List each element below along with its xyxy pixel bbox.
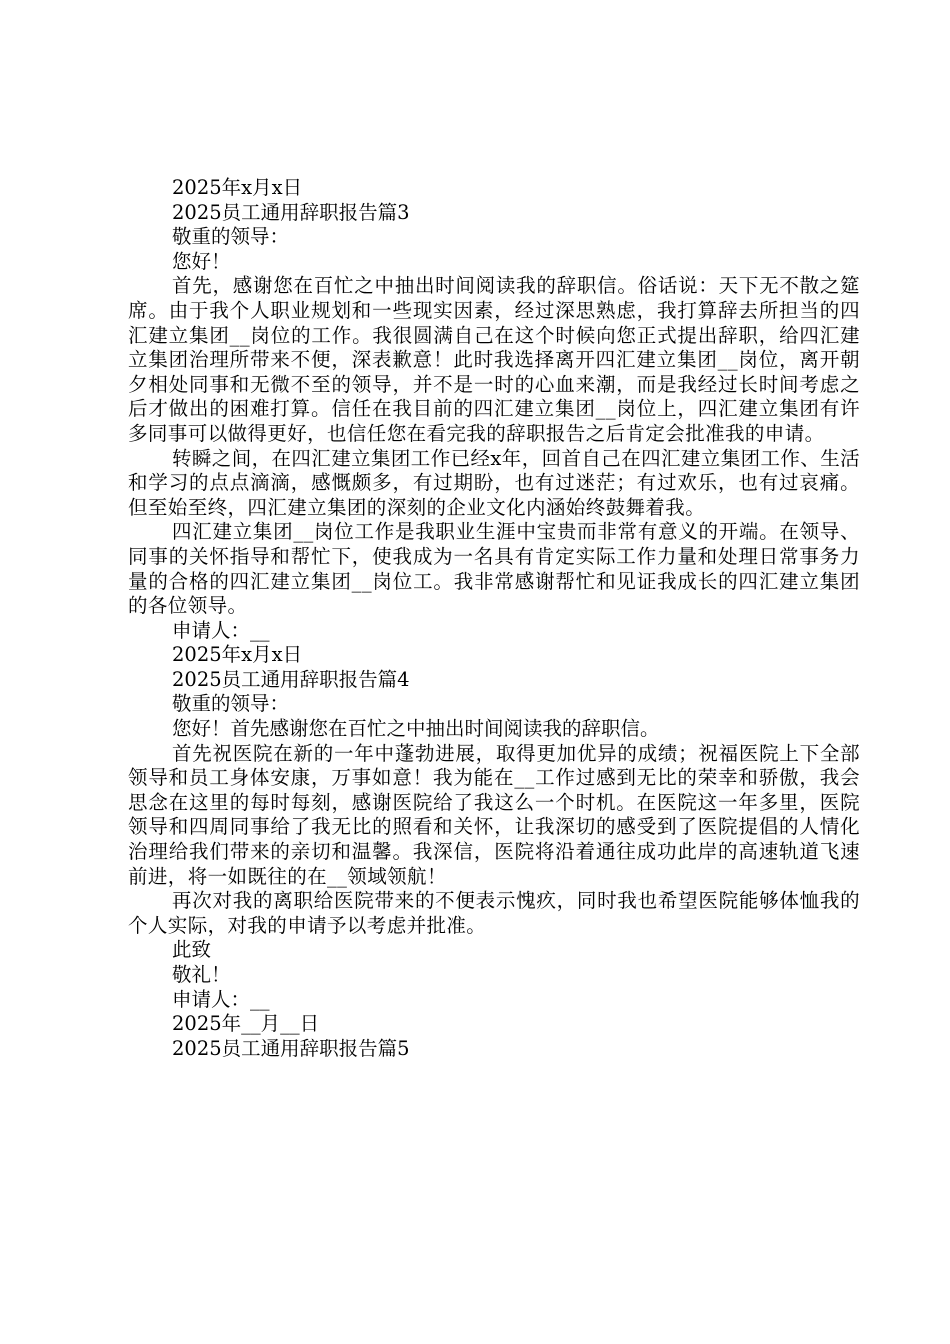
salutation: 敬重的领导： (172, 225, 290, 249)
applicant-line: 申请人：__ (172, 618, 270, 642)
greeting: 您好！首先感谢您在百忙之中抽出时间阅读我的辞职信。 (172, 717, 660, 741)
section-heading: 2025员工通用辞职报告篇5 (172, 1036, 410, 1060)
section-heading: 2025员工通用辞职报告篇4 (172, 667, 410, 691)
date-line: 2025年x月x日 (172, 176, 303, 199)
document-body (128, 176, 860, 1061)
paragraph: 再次对我的离职给医院带来的不便表示愧疚，同时我也希望医院能够体恤我的个人实际，对我的申请予以考虑并批准。 (128, 889, 860, 937)
closing-line: 敬礼！ (172, 963, 231, 986)
applicant-line: 申请人：__ (172, 987, 270, 1011)
paragraph: 转瞬之间，在四汇建立集团工作已经x年，回首自己在四汇建立集团工作、生活和学习的点点滴滴，感慨颇多，有过期盼，也有过迷茫；有过欢乐，也有过哀痛。但至始至终，四汇建立集团的深刻的企业文化内涵始终鼓舞着我。 (128, 446, 860, 519)
paragraph: 首先祝医院在新的一年中蓬勃进展，取得更加优异的成绩；祝福医院上下全部领导和员工身体安康，万事如意！我为能在__工作过感到无比的荣幸和骄傲，我会思念在这里的每时每刻，感谢医院给了我这么一个时机。在医院这一年多里，医院领导和四周同事给了我无比的照看和关怀，让我深切的感受到了医院提倡的人情化治理给我们带来的亲切和温馨。我深信，医院将沿着通往成功此岸的高速轨道飞速前进，将一如既往的在__领域领航！ (128, 741, 860, 888)
paragraph: 首先，感谢您在百忙之中抽出时间阅读我的辞职信。俗话说：天下无不散之筵席。由于我个人职业规划和一些现实因素，经过深思熟虑，我打算辞去所担当的四汇建立集团__岗位的工作。我很圆满自己在这个时候向您正式提出辞职，给四汇建立集团治理所带来不便，深表歉意！此时我选择离开四汇建立集团__岗位，离开朝夕相处同事和无微不至的领导，并不是一时的心血来潮，而是我经过长时间考虑之后才做出的困难打算。信任在我目前的四汇建立集团__岗位上，四汇建立集团有许多同事可以做得更好，也信任您在看完我的辞职报告之后肯定会批准我的申请。 (128, 274, 860, 445)
closing-line: 此致 (172, 938, 212, 962)
date-line: 2025年x月x日 (172, 643, 303, 667)
salutation: 敬重的领导： (172, 692, 290, 716)
date-line: 2025年__月__日 (172, 1012, 320, 1036)
section-heading: 2025员工通用辞职报告篇3 (172, 200, 410, 224)
greeting: 您好！ (172, 249, 231, 273)
paragraph: 四汇建立集团__岗位工作是我职业生涯中宝贵而非常有意义的开端。在领导、同事的关怀指导和帮忙下，使我成为一名具有肯定实际工作力量和处理日常事务力量的合格的四汇建立集团__岗位工。我非常感谢帮忙和见证我成长的四汇建立集团的各位领导。 (128, 520, 860, 618)
